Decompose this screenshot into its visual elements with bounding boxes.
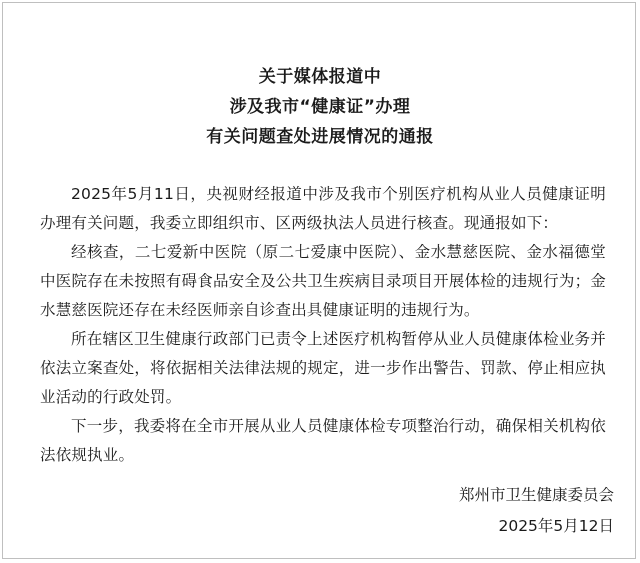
paragraph-next-steps: 下一步，我委将在全市开展从业人员健康体检专项整治行动，确保相关机构依法依规执业。 <box>40 417 606 464</box>
issue-date: 2025年5月12日 <box>498 517 614 535</box>
notice-title <box>0 62 640 152</box>
issuer-name: 郑州市卫生健康委员会 <box>458 486 614 504</box>
notice-body <box>40 180 606 470</box>
title-line-3: 有关问题查处进展情况的通报 <box>206 127 434 147</box>
paragraph-penalties: 所在辖区卫生健康行政部门已责令上述医疗机构暂停从业人员健康体检业务并依法立案查处，将依据相关法律法规的规定，进一步作出警告、罚款、停止相应执业活动的行政处罚。 <box>40 330 606 406</box>
paragraph-intro: 2025年5月11日，央视财经报道中涉及我市个别医疗机构从业人员健康证明办理有关问题，我委立即组织市、区两级执法人员进行核查。现通报如下： <box>40 185 606 232</box>
title-line-2: 涉及我市“健康证”办理 <box>229 97 411 117</box>
signature-block <box>459 480 614 542</box>
paragraph-findings: 经核查，二七爱新中医院（原二七爱康中医院）、金水慧慈医院、金水福德堂中医院存在未按照有碍食品安全及公共卫生疾病目录项目开展体检的违规行为；金水慧慈医院还存在未经医师亲自诊查出具健康证明的违规行为。 <box>40 243 606 319</box>
title-line-1: 关于媒体报道中 <box>258 67 382 87</box>
